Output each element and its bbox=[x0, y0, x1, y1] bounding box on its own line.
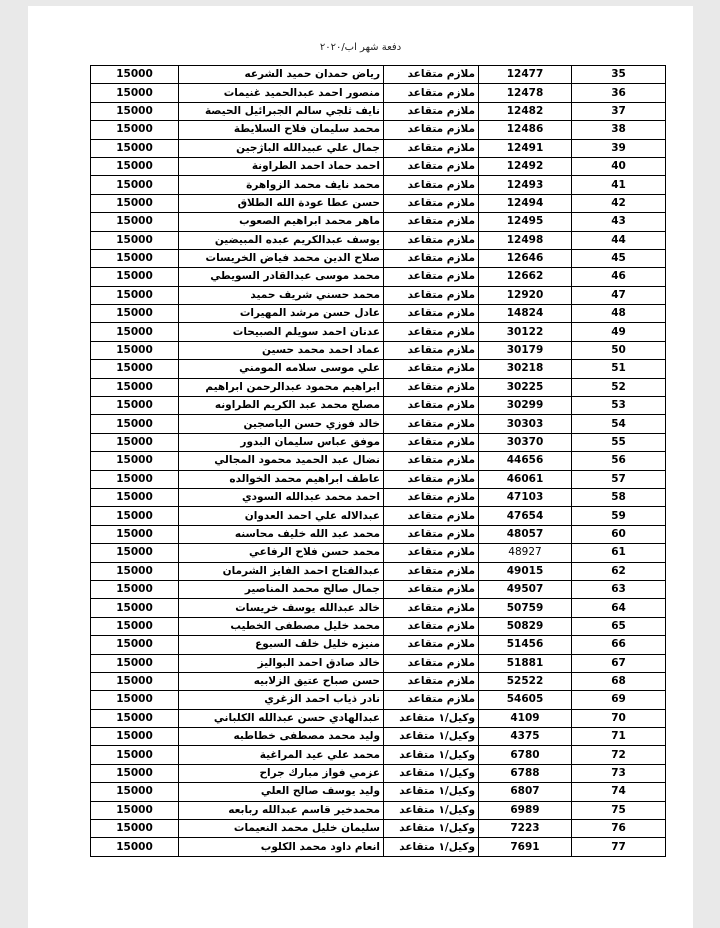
rank-cell: ملازم متقاعد bbox=[384, 378, 479, 396]
row-number-cell: 45 bbox=[572, 249, 666, 267]
table-row bbox=[91, 157, 666, 175]
name-cell: عبدالهادي حسن عبدالله الكلباني bbox=[179, 709, 384, 727]
id-number-cell: 50759 bbox=[479, 599, 572, 617]
amount-cell: 15000 bbox=[91, 102, 179, 120]
rank-cell: ملازم متقاعد bbox=[384, 580, 479, 598]
name-cell: محمد سليمان فلاح السلايطة bbox=[179, 121, 384, 139]
rank-cell: ملازم متقاعد bbox=[384, 452, 479, 470]
name-cell: خالد صادق احمد البواليز bbox=[179, 654, 384, 672]
name-cell: محمد عبد الله خليف محاسنه bbox=[179, 525, 384, 543]
amount-cell: 15000 bbox=[91, 562, 179, 580]
table-row bbox=[91, 176, 666, 194]
rank-cell: وكيل/١ متقاعد bbox=[384, 801, 479, 819]
id-number-cell: 30225 bbox=[479, 378, 572, 396]
amount-cell: 15000 bbox=[91, 617, 179, 635]
id-number-cell: 48927 bbox=[479, 544, 572, 562]
id-number-cell: 12482 bbox=[479, 102, 572, 120]
row-number-cell: 71 bbox=[572, 728, 666, 746]
id-number-cell: 30179 bbox=[479, 341, 572, 359]
amount-cell: 15000 bbox=[91, 176, 179, 194]
table-body bbox=[91, 66, 666, 857]
table-row bbox=[91, 525, 666, 543]
rank-cell: ملازم متقاعد bbox=[384, 397, 479, 415]
name-cell: سليمان خليل محمد النعيمات bbox=[179, 820, 384, 838]
rank-cell: ملازم متقاعد bbox=[384, 525, 479, 543]
name-cell: خالد عبدالله يوسف خريسات bbox=[179, 599, 384, 617]
name-cell: عزمي فواز مبارك جراح bbox=[179, 764, 384, 782]
name-cell: وليد يوسف صالح العلي bbox=[179, 783, 384, 801]
amount-cell: 15000 bbox=[91, 415, 179, 433]
rank-cell: ملازم متقاعد bbox=[384, 66, 479, 84]
table-row bbox=[91, 433, 666, 451]
amount-cell: 15000 bbox=[91, 341, 179, 359]
table-row bbox=[91, 378, 666, 396]
amount-cell: 15000 bbox=[91, 599, 179, 617]
table-row bbox=[91, 341, 666, 359]
table-row bbox=[91, 84, 666, 102]
row-number-cell: 74 bbox=[572, 783, 666, 801]
rank-cell: ملازم متقاعد bbox=[384, 249, 479, 267]
amount-cell: 15000 bbox=[91, 378, 179, 396]
table-row bbox=[91, 580, 666, 598]
table-row bbox=[91, 231, 666, 249]
row-number-cell: 55 bbox=[572, 433, 666, 451]
amount-cell: 15000 bbox=[91, 783, 179, 801]
table-row bbox=[91, 820, 666, 838]
row-number-cell: 58 bbox=[572, 488, 666, 506]
row-number-cell: 40 bbox=[572, 157, 666, 175]
amount-cell: 15000 bbox=[91, 488, 179, 506]
rank-cell: ملازم متقاعد bbox=[384, 654, 479, 672]
name-cell: عماد احمد محمد حسين bbox=[179, 341, 384, 359]
name-cell: عبدالاله علي احمد العدوان bbox=[179, 507, 384, 525]
rank-cell: ملازم متقاعد bbox=[384, 691, 479, 709]
rank-cell: وكيل/١ متقاعد bbox=[384, 783, 479, 801]
name-cell: محمد علي عيد المراغية bbox=[179, 746, 384, 764]
table-row bbox=[91, 360, 666, 378]
amount-cell: 15000 bbox=[91, 636, 179, 654]
row-number-cell: 65 bbox=[572, 617, 666, 635]
table-row bbox=[91, 488, 666, 506]
rank-cell: ملازم متقاعد bbox=[384, 84, 479, 102]
id-number-cell: 6807 bbox=[479, 783, 572, 801]
id-number-cell: 12492 bbox=[479, 157, 572, 175]
rank-cell: ملازم متقاعد bbox=[384, 507, 479, 525]
row-number-cell: 38 bbox=[572, 121, 666, 139]
id-number-cell: 46061 bbox=[479, 470, 572, 488]
row-number-cell: 44 bbox=[572, 231, 666, 249]
id-number-cell: 54605 bbox=[479, 691, 572, 709]
name-cell: انعام داود محمد الكلوب bbox=[179, 838, 384, 856]
name-cell: محمد حسن فلاح الرفاعي bbox=[179, 544, 384, 562]
amount-cell: 15000 bbox=[91, 709, 179, 727]
rank-cell: ملازم متقاعد bbox=[384, 488, 479, 506]
id-number-cell: 30370 bbox=[479, 433, 572, 451]
name-cell: رياض حمدان حميد الشرعه bbox=[179, 66, 384, 84]
table-row bbox=[91, 249, 666, 267]
name-cell: منصور احمد عبدالحميد غنيمات bbox=[179, 84, 384, 102]
id-number-cell: 12920 bbox=[479, 286, 572, 304]
rank-cell: وكيل/١ متقاعد bbox=[384, 709, 479, 727]
row-number-cell: 42 bbox=[572, 194, 666, 212]
id-number-cell: 12494 bbox=[479, 194, 572, 212]
name-cell: محمد حسني شريف حميد bbox=[179, 286, 384, 304]
amount-cell: 15000 bbox=[91, 121, 179, 139]
table-row bbox=[91, 617, 666, 635]
amount-cell: 15000 bbox=[91, 746, 179, 764]
rank-cell: ملازم متقاعد bbox=[384, 176, 479, 194]
rank-cell: ملازم متقاعد bbox=[384, 139, 479, 157]
row-number-cell: 68 bbox=[572, 672, 666, 690]
table-row bbox=[91, 268, 666, 286]
name-cell: حسن عطا عودة الله الطلاق bbox=[179, 194, 384, 212]
id-number-cell: 47103 bbox=[479, 488, 572, 506]
id-number-cell: 51456 bbox=[479, 636, 572, 654]
id-number-cell: 44656 bbox=[479, 452, 572, 470]
name-cell: احمد حماد احمد الطراونة bbox=[179, 157, 384, 175]
id-number-cell: 14824 bbox=[479, 305, 572, 323]
amount-cell: 15000 bbox=[91, 66, 179, 84]
row-number-cell: 66 bbox=[572, 636, 666, 654]
amount-cell: 15000 bbox=[91, 654, 179, 672]
name-cell: عادل حسن مرشد المهيرات bbox=[179, 305, 384, 323]
amount-cell: 15000 bbox=[91, 84, 179, 102]
name-cell: خالد فوزي حسن الياصجين bbox=[179, 415, 384, 433]
table-row bbox=[91, 323, 666, 341]
id-number-cell: 6788 bbox=[479, 764, 572, 782]
id-number-cell: 30218 bbox=[479, 360, 572, 378]
amount-cell: 15000 bbox=[91, 157, 179, 175]
name-cell: يوسف عبدالكريم عبده المبيضين bbox=[179, 231, 384, 249]
rank-cell: ملازم متقاعد bbox=[384, 636, 479, 654]
id-number-cell: 12478 bbox=[479, 84, 572, 102]
amount-cell: 15000 bbox=[91, 323, 179, 341]
id-number-cell: 52522 bbox=[479, 672, 572, 690]
table-row bbox=[91, 544, 666, 562]
row-number-cell: 77 bbox=[572, 838, 666, 856]
id-number-cell: 12493 bbox=[479, 176, 572, 194]
amount-cell: 15000 bbox=[91, 544, 179, 562]
table-row bbox=[91, 838, 666, 856]
rank-cell: ملازم متقاعد bbox=[384, 433, 479, 451]
rank-cell: ملازم متقاعد bbox=[384, 360, 479, 378]
amount-cell: 15000 bbox=[91, 728, 179, 746]
name-cell: محمد موسى عبدالقادر السويطي bbox=[179, 268, 384, 286]
row-number-cell: 69 bbox=[572, 691, 666, 709]
row-number-cell: 76 bbox=[572, 820, 666, 838]
table-row bbox=[91, 286, 666, 304]
table-row bbox=[91, 562, 666, 580]
row-number-cell: 48 bbox=[572, 305, 666, 323]
name-cell: جمال علي عبيدالله الباژجين bbox=[179, 139, 384, 157]
amount-cell: 15000 bbox=[91, 838, 179, 856]
rank-cell: وكيل/١ متقاعد bbox=[384, 728, 479, 746]
row-number-cell: 64 bbox=[572, 599, 666, 617]
id-number-cell: 49015 bbox=[479, 562, 572, 580]
amount-cell: 15000 bbox=[91, 433, 179, 451]
amount-cell: 15000 bbox=[91, 194, 179, 212]
row-number-cell: 54 bbox=[572, 415, 666, 433]
id-number-cell: 47654 bbox=[479, 507, 572, 525]
table-row bbox=[91, 139, 666, 157]
id-number-cell: 7223 bbox=[479, 820, 572, 838]
rank-cell: ملازم متقاعد bbox=[384, 617, 479, 635]
amount-cell: 15000 bbox=[91, 231, 179, 249]
row-number-cell: 62 bbox=[572, 562, 666, 580]
name-cell: موفق عباس سليمان البدور bbox=[179, 433, 384, 451]
name-cell: احمد محمد عبدالله السودي bbox=[179, 488, 384, 506]
id-number-cell: 6780 bbox=[479, 746, 572, 764]
amount-cell: 15000 bbox=[91, 672, 179, 690]
name-cell: عدنان احمد سويلم الصبيحات bbox=[179, 323, 384, 341]
table-row bbox=[91, 764, 666, 782]
row-number-cell: 60 bbox=[572, 525, 666, 543]
table-row bbox=[91, 636, 666, 654]
table-row bbox=[91, 728, 666, 746]
table-row bbox=[91, 397, 666, 415]
row-number-cell: 39 bbox=[572, 139, 666, 157]
rank-cell: ملازم متقاعد bbox=[384, 102, 479, 120]
id-number-cell: 4375 bbox=[479, 728, 572, 746]
table-row bbox=[91, 415, 666, 433]
row-number-cell: 41 bbox=[572, 176, 666, 194]
page-title: دفعة شهر اب/٢٠٢٠ bbox=[319, 42, 402, 53]
name-cell: محمد خليل مصطفى الخطيب bbox=[179, 617, 384, 635]
table-row bbox=[91, 783, 666, 801]
rank-cell: وكيل/١ متقاعد bbox=[384, 746, 479, 764]
name-cell: منيزه خليل خلف السبوع bbox=[179, 636, 384, 654]
id-number-cell: 4109 bbox=[479, 709, 572, 727]
amount-cell: 15000 bbox=[91, 360, 179, 378]
id-number-cell: 7691 bbox=[479, 838, 572, 856]
table-row bbox=[91, 66, 666, 84]
rank-cell: ملازم متقاعد bbox=[384, 544, 479, 562]
amount-cell: 15000 bbox=[91, 213, 179, 231]
row-number-cell: 36 bbox=[572, 84, 666, 102]
name-cell: نادر ذياب احمد الزغري bbox=[179, 691, 384, 709]
table-row bbox=[91, 709, 666, 727]
name-cell: محمد نايف محمد الزواهرة bbox=[179, 176, 384, 194]
table-row bbox=[91, 672, 666, 690]
rank-cell: ملازم متقاعد bbox=[384, 341, 479, 359]
name-cell: وليد محمد مصطفى خطاطبه bbox=[179, 728, 384, 746]
id-number-cell: 12491 bbox=[479, 139, 572, 157]
row-number-cell: 70 bbox=[572, 709, 666, 727]
id-number-cell: 12495 bbox=[479, 213, 572, 231]
name-cell: نضال عبد الحميد محمود المجالي bbox=[179, 452, 384, 470]
amount-cell: 15000 bbox=[91, 801, 179, 819]
row-number-cell: 73 bbox=[572, 764, 666, 782]
table-row bbox=[91, 121, 666, 139]
amount-cell: 15000 bbox=[91, 764, 179, 782]
amount-cell: 15000 bbox=[91, 691, 179, 709]
amount-cell: 15000 bbox=[91, 452, 179, 470]
id-number-cell: 30122 bbox=[479, 323, 572, 341]
id-number-cell: 49507 bbox=[479, 580, 572, 598]
name-cell: علي موسى سلامه المومني bbox=[179, 360, 384, 378]
rank-cell: وكيل/١ متقاعد bbox=[384, 838, 479, 856]
rank-cell: ملازم متقاعد bbox=[384, 268, 479, 286]
rank-cell: ملازم متقاعد bbox=[384, 415, 479, 433]
id-number-cell: 30299 bbox=[479, 397, 572, 415]
table-row bbox=[91, 102, 666, 120]
amount-cell: 15000 bbox=[91, 580, 179, 598]
row-number-cell: 75 bbox=[572, 801, 666, 819]
id-number-cell: 12662 bbox=[479, 268, 572, 286]
row-number-cell: 46 bbox=[572, 268, 666, 286]
name-cell: عبدالفتاح احمد الفايز الشرمان bbox=[179, 562, 384, 580]
rank-cell: ملازم متقاعد bbox=[384, 672, 479, 690]
table-row bbox=[91, 452, 666, 470]
row-number-cell: 47 bbox=[572, 286, 666, 304]
document-page bbox=[28, 6, 693, 928]
row-number-cell: 52 bbox=[572, 378, 666, 396]
amount-cell: 15000 bbox=[91, 470, 179, 488]
table-row bbox=[91, 470, 666, 488]
row-number-cell: 67 bbox=[572, 654, 666, 672]
row-number-cell: 72 bbox=[572, 746, 666, 764]
amount-cell: 15000 bbox=[91, 249, 179, 267]
row-number-cell: 50 bbox=[572, 341, 666, 359]
rank-cell: ملازم متقاعد bbox=[384, 470, 479, 488]
name-cell: نايف ثلجي سالم الجبرائيل الحيصة bbox=[179, 102, 384, 120]
row-number-cell: 59 bbox=[572, 507, 666, 525]
row-number-cell: 43 bbox=[572, 213, 666, 231]
rank-cell: ملازم متقاعد bbox=[384, 121, 479, 139]
rank-cell: ملازم متقاعد bbox=[384, 562, 479, 580]
name-cell: صلاح الدين محمد فياض الخريسات bbox=[179, 249, 384, 267]
name-cell: محمدخير قاسم عبدالله ربابعه bbox=[179, 801, 384, 819]
table-row bbox=[91, 305, 666, 323]
rank-cell: ملازم متقاعد bbox=[384, 599, 479, 617]
id-number-cell: 12477 bbox=[479, 66, 572, 84]
id-number-cell: 6989 bbox=[479, 801, 572, 819]
rank-cell: ملازم متقاعد bbox=[384, 231, 479, 249]
table-row bbox=[91, 194, 666, 212]
rank-cell: وكيل/١ متقاعد bbox=[384, 820, 479, 838]
row-number-cell: 61 bbox=[572, 544, 666, 562]
id-number-cell: 12646 bbox=[479, 249, 572, 267]
amount-cell: 15000 bbox=[91, 268, 179, 286]
table-row bbox=[91, 507, 666, 525]
id-number-cell: 51881 bbox=[479, 654, 572, 672]
name-cell: ابراهيم محمود عبدالرحمن ابراهيم bbox=[179, 378, 384, 396]
amount-cell: 15000 bbox=[91, 397, 179, 415]
id-number-cell: 12486 bbox=[479, 121, 572, 139]
row-number-cell: 51 bbox=[572, 360, 666, 378]
table-row bbox=[91, 801, 666, 819]
rank-cell: ملازم متقاعد bbox=[384, 286, 479, 304]
id-number-cell: 48057 bbox=[479, 525, 572, 543]
amount-cell: 15000 bbox=[91, 507, 179, 525]
amount-cell: 15000 bbox=[91, 286, 179, 304]
name-cell: ماهر محمد ابراهيم الصعوب bbox=[179, 213, 384, 231]
rank-cell: ملازم متقاعد bbox=[384, 194, 479, 212]
amount-cell: 15000 bbox=[91, 525, 179, 543]
table-row bbox=[91, 654, 666, 672]
rank-cell: ملازم متقاعد bbox=[384, 323, 479, 341]
name-cell: عاطف ابراهيم محمد الخوالده bbox=[179, 470, 384, 488]
name-cell: جمال صالح محمد المناصير bbox=[179, 580, 384, 598]
name-cell: مصلح محمد عبد الكريم الطراونه bbox=[179, 397, 384, 415]
table-row bbox=[91, 213, 666, 231]
id-number-cell: 30303 bbox=[479, 415, 572, 433]
row-number-cell: 49 bbox=[572, 323, 666, 341]
amount-cell: 15000 bbox=[91, 820, 179, 838]
table-row bbox=[91, 691, 666, 709]
table-row bbox=[91, 599, 666, 617]
row-number-cell: 63 bbox=[572, 580, 666, 598]
row-number-cell: 53 bbox=[572, 397, 666, 415]
row-number-cell: 56 bbox=[572, 452, 666, 470]
payment-table bbox=[90, 65, 666, 857]
amount-cell: 15000 bbox=[91, 305, 179, 323]
rank-cell: وكيل/١ متقاعد bbox=[384, 764, 479, 782]
table-row bbox=[91, 746, 666, 764]
amount-cell: 15000 bbox=[91, 139, 179, 157]
rank-cell: ملازم متقاعد bbox=[384, 213, 479, 231]
id-number-cell: 12498 bbox=[479, 231, 572, 249]
id-number-cell: 50829 bbox=[479, 617, 572, 635]
row-number-cell: 35 bbox=[572, 66, 666, 84]
rank-cell: ملازم متقاعد bbox=[384, 157, 479, 175]
row-number-cell: 57 bbox=[572, 470, 666, 488]
row-number-cell: 37 bbox=[572, 102, 666, 120]
rank-cell: ملازم متقاعد bbox=[384, 305, 479, 323]
name-cell: حسن صباح عتيق الزلابيه bbox=[179, 672, 384, 690]
